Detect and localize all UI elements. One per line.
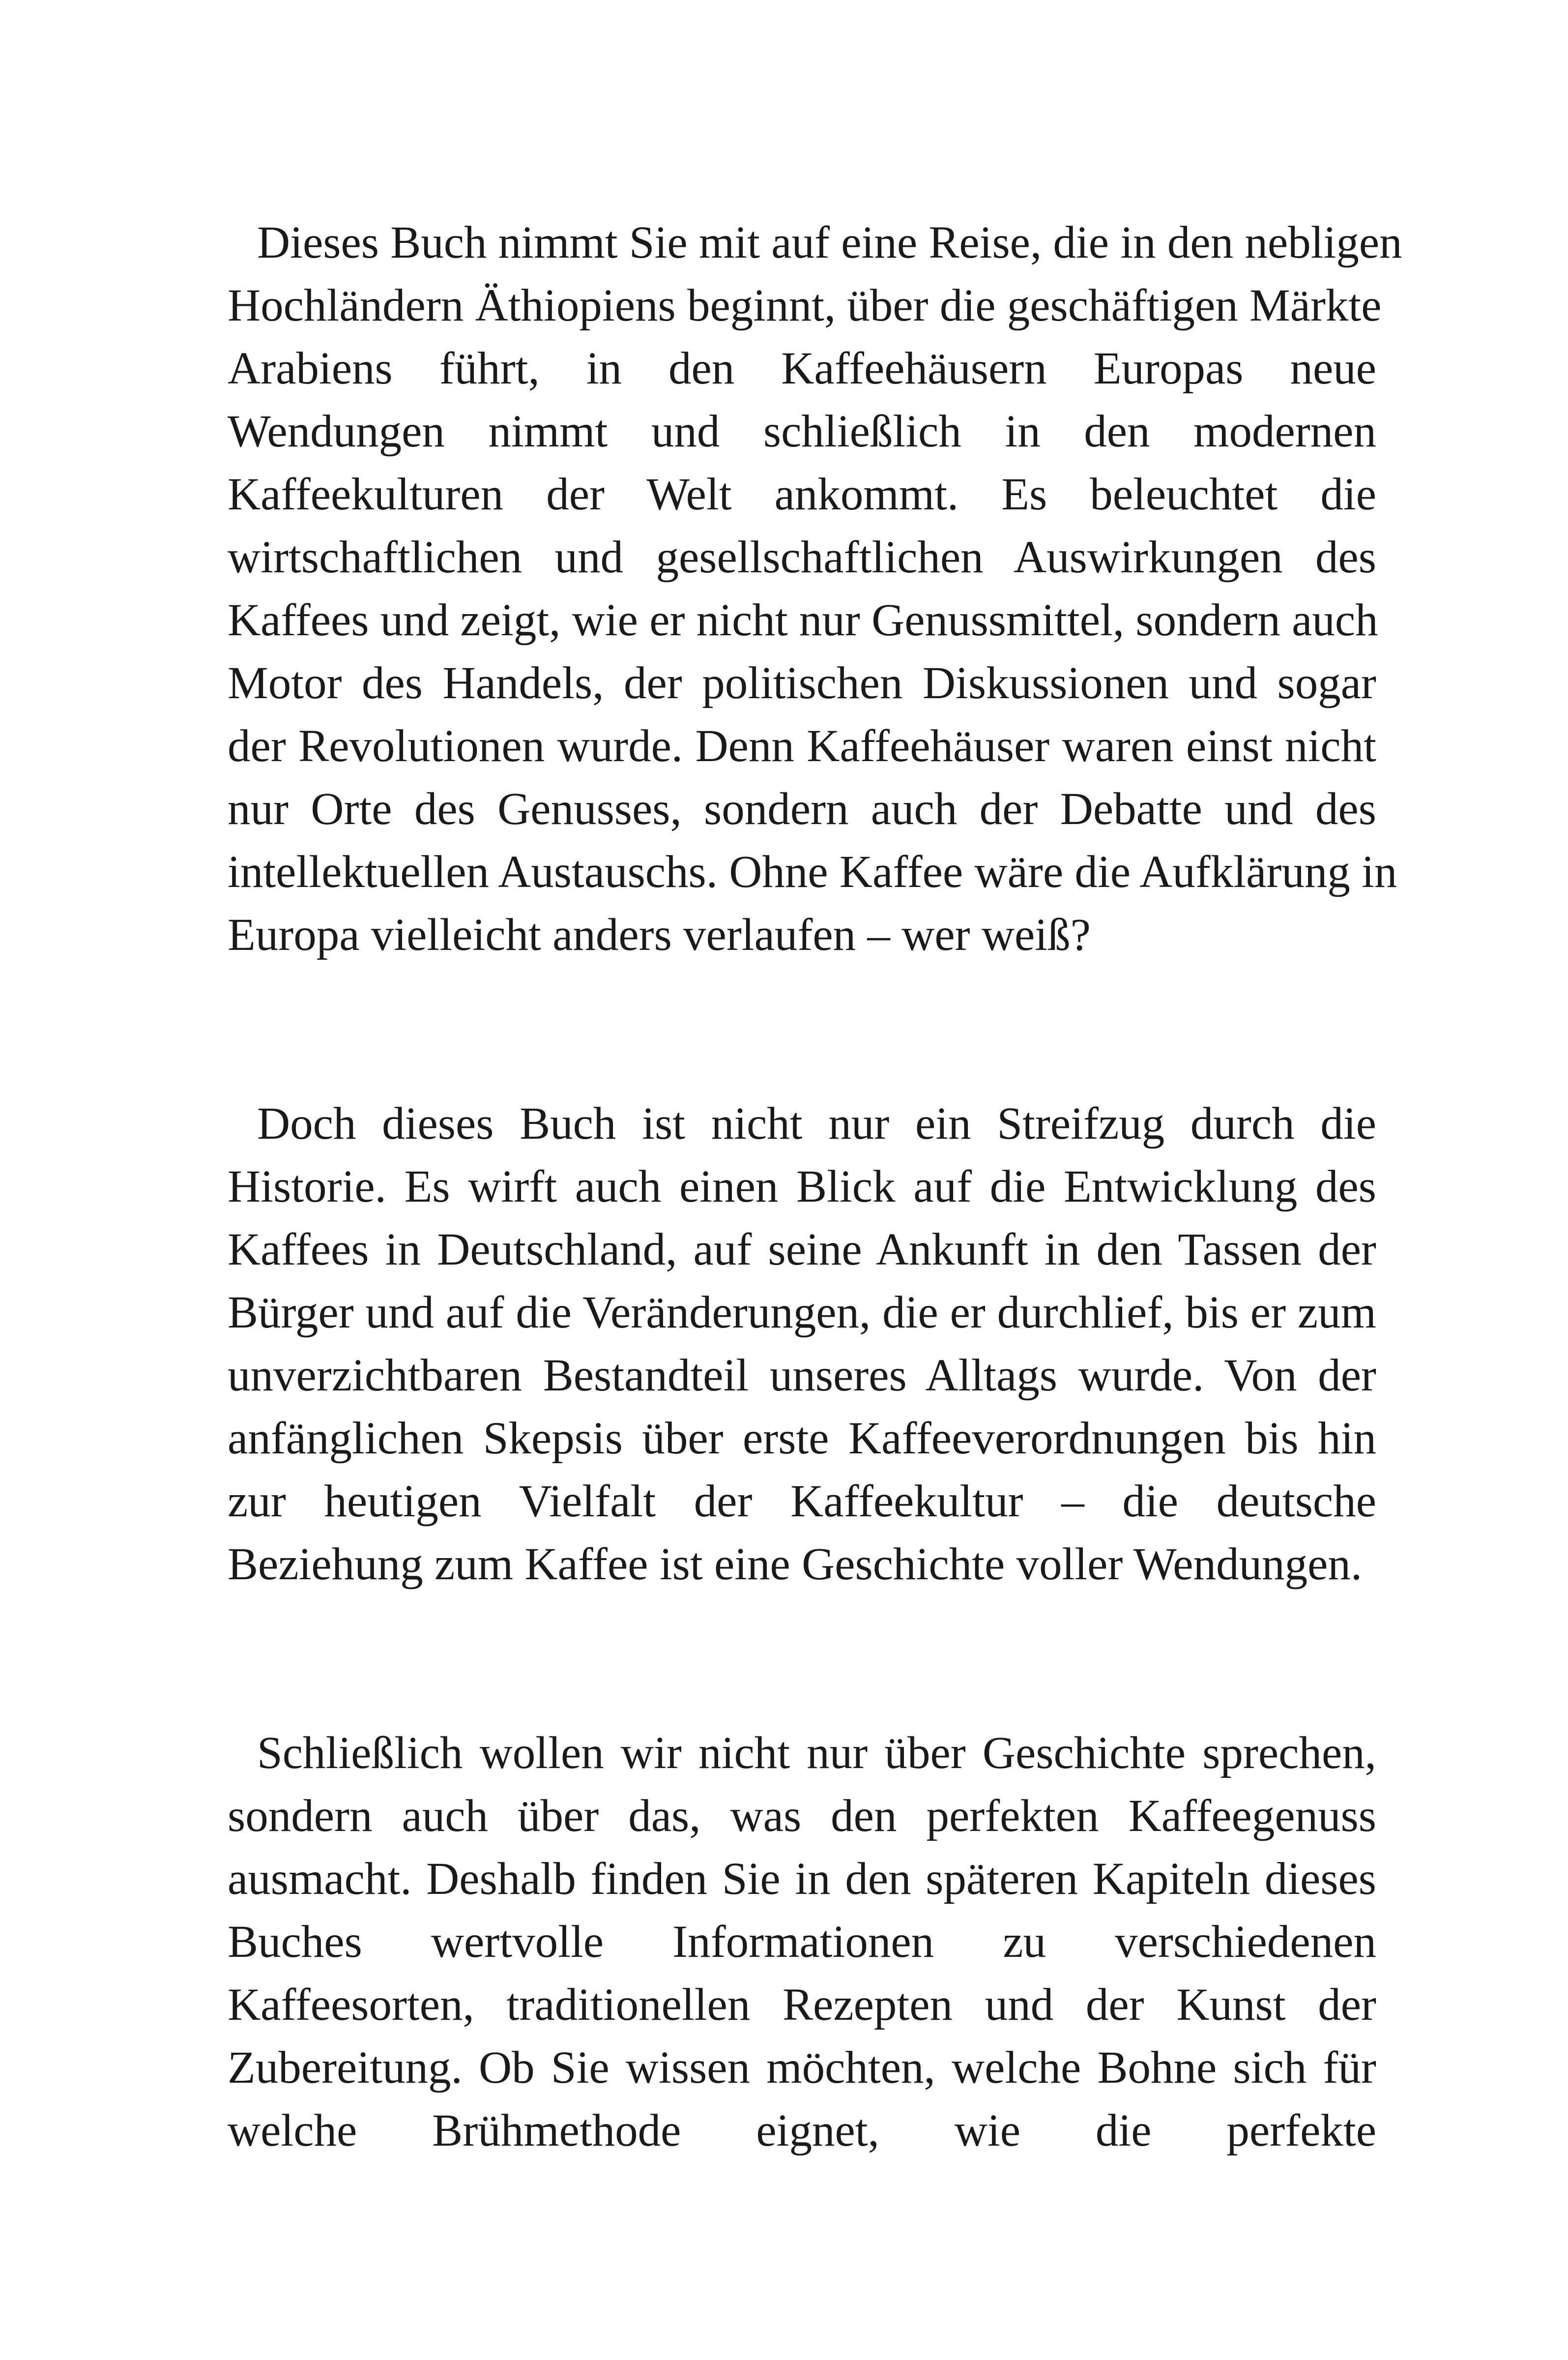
text-line: Hochländern Äthiopiens beginnt, über die geschäftigen Märkte (228, 280, 1382, 331)
paragraph-3 (228, 1722, 1376, 2162)
text-line: Bürger und auf die Veränderungen, die er durchlief, bis er zum (228, 1287, 1376, 1338)
text-line: unverzichtbaren Bestandteil unseres Alltags wurde. Von der (228, 1350, 1376, 1401)
text-line: Arabiens führt, in den Kaffeehäusern Europas neue (228, 343, 1376, 394)
text-line: Kaffeekulturen der Welt ankommt. Es beleuchtet die (228, 469, 1376, 520)
text-line: ausmacht. Deshalb finden Sie in den späteren Kapiteln dieses (228, 1854, 1376, 1904)
text-line: Buches wertvolle Informationen zu verschiedenen (228, 1917, 1376, 1967)
text-line: Zubereitung. Ob Sie wissen möchten, welche Bohne sich für (228, 2042, 1376, 2093)
text-line: Dieses Buch nimmt Sie mit auf eine Reise, die in den nebligen (257, 217, 1402, 268)
text-line: Europa vielleicht anders verlaufen – wer weiß? (228, 910, 1091, 960)
text-line: Wendungen nimmt und schließlich in den modernen (228, 406, 1376, 457)
text-line: Historie. Es wirft auch einen Blick auf die Entwicklung des (228, 1161, 1376, 1212)
text-line: Beziehung zum Kaffee ist eine Geschichte voller Wendungen. (228, 1539, 1363, 1590)
text-line: anfänglichen Skepsis über erste Kaffeeverordnungen bis hin (228, 1413, 1376, 1464)
text-line: intellektuellen Austauschs. Ohne Kaffee wäre die Aufklärung in (228, 847, 1397, 897)
text-line: sondern auch über das, was den perfekten Kaffeegenuss (228, 1791, 1376, 1841)
text-line: wirtschaftlichen und gesellschaftlichen Auswirkungen des (228, 532, 1376, 583)
text-line: Kaffees in Deutschland, auf seine Ankunft in den Tassen der (228, 1224, 1376, 1275)
text-line: welche Brühmethode eignet, wie die perfekte (228, 2105, 1376, 2156)
text-line: Schließlich wollen wir nicht nur über Geschichte sprechen, (257, 1728, 1376, 1778)
text-line: der Revolutionen wurde. Denn Kaffeehäuser waren einst nicht (228, 721, 1376, 771)
paragraph-2 (228, 1092, 1376, 1596)
text-line: zur heutigen Vielfalt der Kaffeekultur – die deutsche (228, 1476, 1376, 1527)
paragraph-1 (228, 211, 1402, 967)
text-line: Kaffeesorten, traditionellen Rezepten und der Kunst der (228, 1979, 1376, 2030)
text-line: Doch dieses Buch ist nicht nur ein Streifzug durch die (257, 1098, 1376, 1149)
text-line: Motor des Handels, der politischen Diskussionen und sogar (228, 658, 1376, 708)
body-text (228, 211, 1402, 2288)
text-line: nur Orte des Genusses, sondern auch der Debatte und des (228, 784, 1376, 834)
text-line: Kaffees und zeigt, wie er nicht nur Genussmittel, sondern auch (228, 595, 1378, 646)
